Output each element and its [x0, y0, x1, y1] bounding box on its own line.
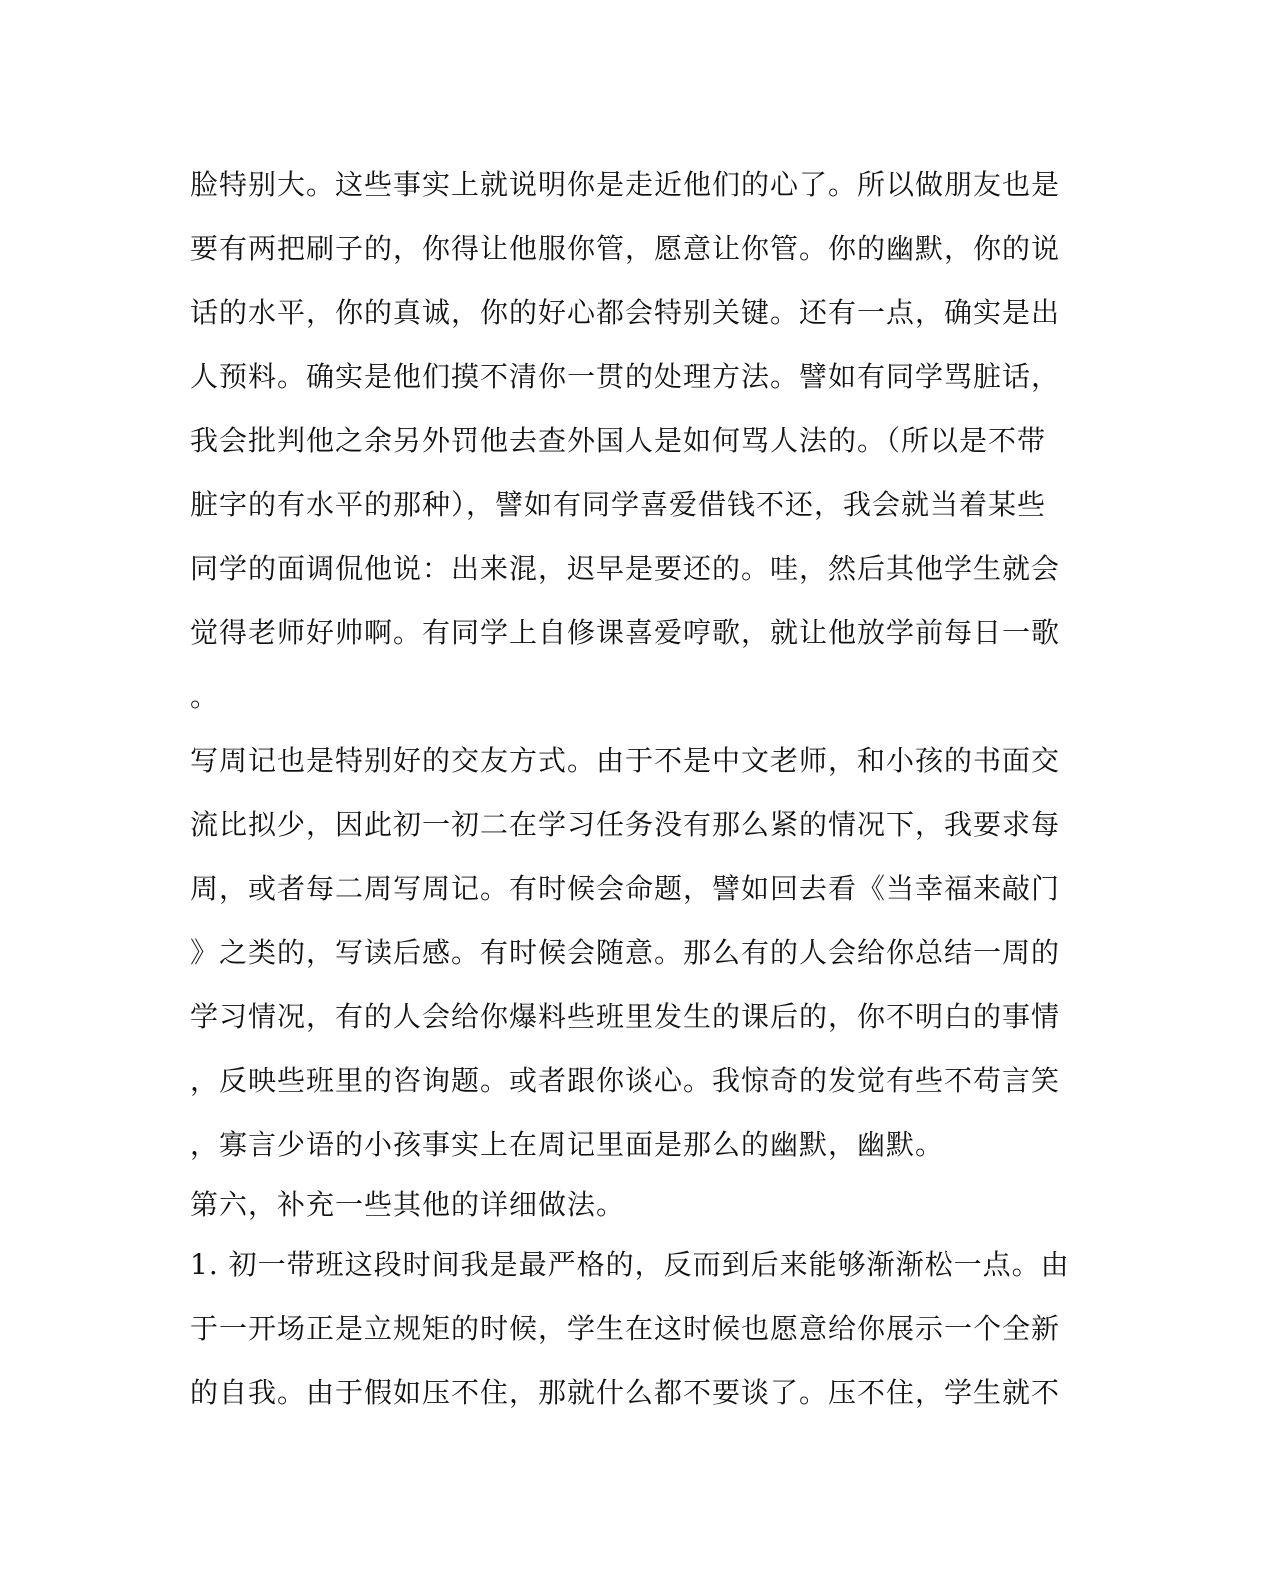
text-line: ，反映些班里的咨询题。或者跟你谈心。我惊奇的发觉有些不苟言笑 — [190, 1064, 1061, 1097]
text-line: 学习情况，有的人会给你爆料些班里发生的课后的，你不明白的事情 — [190, 1000, 1061, 1033]
section-heading: 第六，补充一些其他的详细做法。 — [190, 1188, 626, 1221]
text-line: 人预料。确实是他们摸不清你一贯的处理方法。譬如有同学骂脏话， — [190, 360, 1061, 393]
text-line: 》之类的，写读后感。有时候会随意。那么有的人会给你总结一周的 — [190, 936, 1061, 969]
text-line: 我会批判他之余另外罚他去查外国人是如何骂人法的。（所以是不带 — [190, 424, 1047, 457]
text-line: 话的水平，你的真诚，你的好心都会特别关键。还有一点，确实是出 — [190, 296, 1061, 329]
text-line: 写周记也是特别好的交友方式。由于不是中文老师，和小孩的书面交 — [190, 744, 1061, 777]
text-line: ，寡言少语的小孩事实上在周记里面是那么的幽默，幽默。 — [190, 1128, 945, 1161]
text-line: 于一开场正是立规矩的时候，学生在这时候也愿意给你展示一个全新 — [190, 1312, 1061, 1345]
text-line: 周，或者每二周写周记。有时候会命题，譬如回去看《当幸福来敲门 — [190, 872, 1061, 905]
body-text — [190, 163, 1070, 1435]
text-line: 要有两把刷子的，你得让他服你管，愿意让你管。你的幽默，你的说 — [190, 232, 1061, 265]
text-line: 。 — [190, 680, 220, 713]
text-line: 的自我。由于假如压不住，那就什么都不要谈了。压不住，学生就不 — [190, 1376, 1061, 1409]
text-line: 流比拟少，因此初一初二在学习任务没有那么紧的情况下，我要求每 — [190, 808, 1061, 841]
text-line: 觉得老师好帅啊。有同学上自修课喜爱哼歌，就让他放学前每日一歌 — [190, 616, 1061, 649]
text-line: 同学的面调侃他说：出来混，迟早是要还的。哇，然后其他学生就会 — [190, 552, 1061, 585]
text-line: 1. 初一带班这段时间我是最严格的，反而到后来能够渐渐松一点。由 — [190, 1248, 1070, 1281]
text-line: 脸特别大。这些事实上就说明你是走近他们的心了。所以做朋友也是 — [190, 168, 1061, 201]
text-line: 脏字的有水平的那种），譬如有同学喜爱借钱不还，我会就当着某些 — [190, 488, 1047, 521]
